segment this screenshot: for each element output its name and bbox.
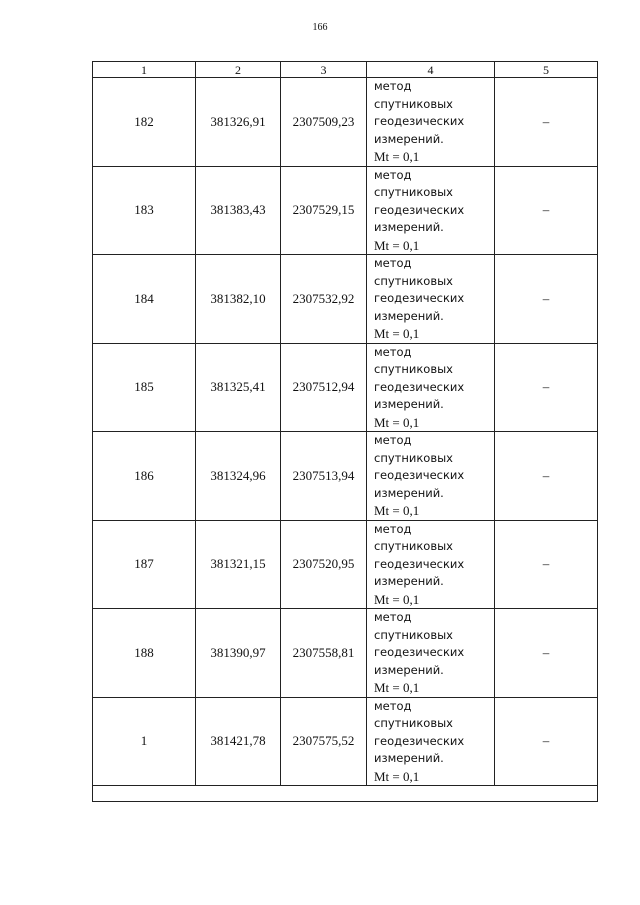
accuracy-value: Mt = 0,1 xyxy=(374,591,420,607)
table-row xyxy=(93,432,598,521)
table-body xyxy=(93,78,598,786)
method-line: спутниковых xyxy=(374,185,453,199)
method-cell xyxy=(367,166,495,255)
y-coordinate-cell: 2307529,15 xyxy=(281,166,367,255)
x-coordinate-cell: 381321,15 xyxy=(196,520,281,609)
accuracy-value: Mt = 0,1 xyxy=(374,768,420,784)
x-coordinate-cell: 381382,10 xyxy=(196,255,281,344)
description-cell: – xyxy=(495,520,598,609)
method-line: метод xyxy=(374,698,412,713)
method-line: геодезических xyxy=(374,645,465,659)
point-number-cell: 182 xyxy=(93,78,196,167)
x-coordinate-cell: 381390,97 xyxy=(196,609,281,698)
description-cell: – xyxy=(495,166,598,255)
column-header-3: 3 xyxy=(281,62,367,78)
description-cell: – xyxy=(495,609,598,698)
description-cell: – xyxy=(495,255,598,344)
y-coordinate-cell: 2307513,94 xyxy=(281,432,367,521)
method-cell xyxy=(367,697,495,786)
method-line: спутниковых xyxy=(374,96,453,111)
point-number-cell: 188 xyxy=(93,609,196,698)
method-line: метод xyxy=(374,79,412,93)
method-line: спутниковых xyxy=(374,362,453,376)
y-coordinate-cell: 2307558,81 xyxy=(281,609,367,698)
table-row xyxy=(93,343,598,432)
method-line: геодезических xyxy=(374,114,465,128)
method-line: геодезических xyxy=(374,468,465,482)
description-cell: – xyxy=(495,432,598,521)
method-cell xyxy=(367,78,495,167)
table-header-row xyxy=(93,62,598,78)
accuracy-value: Mt = 0,1 xyxy=(374,149,420,164)
method-line: спутниковых xyxy=(374,716,453,730)
point-number-cell: 1 xyxy=(93,697,196,786)
table-row xyxy=(93,78,598,167)
method-line: метод xyxy=(374,521,412,536)
method-line: измерений. xyxy=(374,662,444,677)
y-coordinate-cell: 2307520,95 xyxy=(281,520,367,609)
accuracy-value: Mt = 0,1 xyxy=(374,503,420,518)
method-cell xyxy=(367,255,495,344)
column-header-4: 4 xyxy=(367,62,495,78)
method-line: геодезических xyxy=(374,733,465,748)
x-coordinate-cell: 381324,96 xyxy=(196,432,281,521)
y-coordinate-cell: 2307509,23 xyxy=(281,78,367,167)
point-number-cell: 185 xyxy=(93,343,196,432)
x-coordinate-cell: 381325,41 xyxy=(196,343,281,432)
x-coordinate-cell: 381326,91 xyxy=(196,78,281,167)
method-line: геодезических xyxy=(374,291,465,305)
method-line: метод xyxy=(374,256,412,270)
y-coordinate-cell: 2307532,92 xyxy=(281,255,367,344)
accuracy-value: Mt = 0,1 xyxy=(374,680,420,695)
method-line: спутниковых xyxy=(374,627,453,642)
point-number-cell: 184 xyxy=(93,255,196,344)
table-row xyxy=(93,520,598,609)
column-header-2: 2 xyxy=(196,62,281,78)
table-footer-cell xyxy=(93,786,598,802)
method-line: метод xyxy=(374,610,412,624)
table-row xyxy=(93,609,598,698)
description-cell: – xyxy=(495,343,598,432)
method-line: измерений. xyxy=(374,485,444,500)
x-coordinate-cell: 381383,43 xyxy=(196,166,281,255)
method-line: геодезических xyxy=(374,556,465,571)
method-line: геодезических xyxy=(374,379,465,394)
method-line: измерений. xyxy=(374,220,444,234)
method-cell xyxy=(367,520,495,609)
table-row xyxy=(93,166,598,255)
point-number-cell: 186 xyxy=(93,432,196,521)
description-cell: – xyxy=(495,78,598,167)
method-line: измерений. xyxy=(374,751,444,765)
table-footer-row xyxy=(93,786,598,802)
method-line: геодезических xyxy=(374,202,465,217)
accuracy-value: Mt = 0,1 xyxy=(374,237,420,253)
method-line: метод xyxy=(374,344,412,359)
point-number-cell: 187 xyxy=(93,520,196,609)
y-coordinate-cell: 2307512,94 xyxy=(281,343,367,432)
method-line: спутниковых xyxy=(374,539,453,553)
method-line: спутниковых xyxy=(374,450,453,465)
method-line: спутниковых xyxy=(374,273,453,288)
y-coordinate-cell: 2307575,52 xyxy=(281,697,367,786)
method-line: метод xyxy=(374,167,412,182)
table-row xyxy=(93,255,598,344)
accuracy-value: Mt = 0,1 xyxy=(374,414,420,430)
method-cell xyxy=(367,432,495,521)
x-coordinate-cell: 381421,78 xyxy=(196,697,281,786)
accuracy-value: Mt = 0,1 xyxy=(374,326,420,341)
description-cell: – xyxy=(495,697,598,786)
method-line: измерений. xyxy=(374,574,444,588)
coordinates-table xyxy=(92,61,598,802)
point-number-cell: 183 xyxy=(93,166,196,255)
method-line: измерений. xyxy=(374,397,444,411)
column-header-1: 1 xyxy=(93,62,196,78)
table-row xyxy=(93,697,598,786)
column-header-5: 5 xyxy=(495,62,598,78)
method-cell xyxy=(367,609,495,698)
method-cell xyxy=(367,343,495,432)
page-number: 166 xyxy=(312,22,328,33)
method-line: метод xyxy=(374,433,412,447)
method-line: измерений. xyxy=(374,131,444,146)
method-line: измерений. xyxy=(374,308,444,323)
